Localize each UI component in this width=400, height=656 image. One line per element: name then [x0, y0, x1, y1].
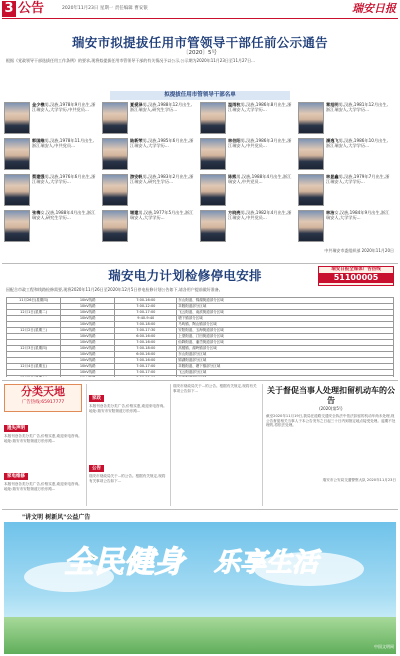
- table-cell: 7:00-18:00: [115, 346, 177, 352]
- person-name: 林伯阳: [228, 138, 241, 143]
- category-label: 家政: [89, 395, 104, 402]
- person-desc: 男,汉族,1986年10月出生,浙江瑞安人,大学学历...: [326, 138, 388, 148]
- table-cell: 7:00-16:00: [115, 340, 177, 346]
- table-cell: 塘下镇部分区域: [177, 316, 394, 322]
- person-name: 张梅: [32, 210, 41, 215]
- person-name: 潘逸飞: [326, 138, 339, 143]
- table-cell: 12月4日(星期五): [7, 364, 61, 370]
- person-card: [102, 102, 198, 136]
- section-title: 公告: [18, 1, 45, 16]
- masthead-logo: 瑞安日报: [352, 2, 396, 15]
- table-cell: 马屿镇、陶山镇部分区域: [177, 322, 394, 328]
- person-card: [102, 210, 198, 244]
- table-cell: 10kV线路: [61, 322, 115, 328]
- classifieds-col2: [86, 384, 168, 506]
- table-cell: 10kV线路: [61, 298, 115, 304]
- person-name: 方晓亮: [228, 210, 241, 215]
- table-cell: 10kV线路: [61, 334, 115, 340]
- person-card: [102, 174, 198, 208]
- notice1-number: 〔2020〕5号: [183, 50, 217, 56]
- person-name: 林洁: [326, 210, 335, 215]
- table-cell: 高楼镇、湖岭镇部分区域: [177, 346, 394, 352]
- person-desc: 男,汉族,1978年9月出生,浙江瑞安人,大学学历,中共党员...: [32, 102, 96, 112]
- person-bio: [32, 174, 98, 206]
- notice1-title: 瑞安市拟提拔任用市管领导干部任前公示通告: [71, 35, 328, 50]
- table-cell: [115, 376, 177, 378]
- table-cell: 莘塍街道、塘下镇部分区域: [177, 364, 394, 370]
- person-card: [298, 174, 394, 208]
- notice1-intro: 根据《党政领导干部选拔任用工作条例》的要求,现将拟提拔任用市管领导干部的有关情况予以公示,公示期为2020年11月23日至11月27日...: [6, 58, 255, 63]
- person-photo: [298, 102, 324, 134]
- person-photo: [102, 174, 128, 206]
- person-card: [4, 210, 100, 244]
- public-service-banner: [4, 522, 396, 654]
- person-card: [298, 102, 394, 136]
- notice3-signoff: 瑞安市公安局交通警察大队 2020年11月23日: [322, 478, 396, 482]
- notice3-number: (2020)第5号: [319, 406, 343, 411]
- table-cell: 10kV线路: [61, 340, 115, 346]
- notice1-section-label: 拟提拔任用市管领导干部名单: [110, 91, 290, 100]
- person-bio: [130, 138, 196, 170]
- person-desc: 男,汉族,1986年8月出生,浙江瑞安人,大学学历...: [228, 102, 292, 112]
- classifieds-col1: [4, 414, 82, 506]
- person-card: [4, 138, 100, 172]
- person-card: [4, 102, 100, 136]
- person-name: 温雨杭: [228, 102, 241, 107]
- table-cell: 飞云街道部分区域: [177, 370, 394, 376]
- person-card: [298, 210, 394, 244]
- person-photo: [200, 174, 226, 206]
- classified-text: 瑞安市财政局关于...的公告。根据有关规定,现将有关事项公告如下...: [89, 474, 166, 483]
- person-desc: 男,汉族,1983年2月出生,浙江瑞安人,研究生学历...: [130, 174, 194, 184]
- table-cell: 飞云街道、南滨街道部分区域: [177, 310, 394, 316]
- ad-line: 瑞安日报全媒体广告热线: [331, 267, 381, 272]
- table-cell: 10kV线路: [61, 310, 115, 316]
- table-cell: 10kV线路: [61, 364, 115, 370]
- table-cell: [61, 376, 115, 378]
- person-desc: 男,汉族,1976年6月出生,浙江瑞安人,大学学历...: [32, 174, 96, 184]
- person-photo: [298, 210, 324, 242]
- person-bio: [32, 138, 98, 170]
- person-bio: [326, 174, 392, 206]
- person-bio: [130, 210, 196, 242]
- header-rule: [2, 18, 398, 19]
- person-name: 郭国维: [32, 138, 45, 143]
- header-meta: 2020年11月23日 星期一 责任编辑 曹安银: [62, 6, 148, 11]
- person-bio: [32, 210, 98, 242]
- table-cell: 10kV线路: [61, 370, 115, 376]
- person-photo: [102, 102, 128, 134]
- person-card: [200, 102, 296, 136]
- person-desc: 男,汉族,1978年11月出生,浙江瑞安人,中共党员...: [32, 138, 94, 148]
- banner-credit: 中国文明网: [374, 644, 394, 649]
- person-photo: [200, 102, 226, 134]
- classifieds-title: 分类天地: [21, 385, 65, 398]
- divider: [2, 509, 398, 510]
- notice3: [262, 384, 396, 506]
- table-cell: 10kV线路: [61, 358, 115, 364]
- ad-phone: 51100005: [319, 273, 393, 283]
- table-cell: [7, 376, 61, 378]
- table-cell: 7:00-16:00: [115, 298, 177, 304]
- table-row: [7, 376, 394, 378]
- person-bio: [228, 174, 294, 206]
- person-desc: 男,汉族,1977年5月出生,浙江瑞安人,大学学历...: [130, 210, 194, 220]
- classifieds-col3: [170, 384, 260, 506]
- divider: [2, 263, 398, 264]
- person-name: 游安帆: [130, 174, 143, 179]
- person-photo: [102, 138, 128, 170]
- person-photo: [4, 138, 30, 170]
- table-cell: 7:00-18:00: [115, 322, 177, 328]
- outage-table-wrap: [6, 297, 394, 377]
- person-photo: [4, 174, 30, 206]
- classified-text: 本版刊登各类分类广告,价格实惠,欢迎来电咨询。地址:瑞安市安阳街道万松东路...: [4, 482, 82, 491]
- person-photo: [102, 210, 128, 242]
- person-card: [4, 174, 100, 208]
- table-cell: 10kV线路: [61, 346, 115, 352]
- person-desc: 男,汉族,1981年12月出生,浙江瑞安人,大学学历...: [326, 102, 388, 112]
- table-cell: 7:00-16:00: [115, 358, 177, 364]
- person-bio: [130, 102, 196, 134]
- table-cell: 6:00-16:00: [115, 334, 177, 340]
- person-name: 蔡建强: [32, 174, 45, 179]
- table-cell: 7:00-12:00: [115, 304, 177, 310]
- person-card: [298, 138, 394, 172]
- person-photo: [298, 138, 324, 170]
- person-bio: [326, 138, 392, 170]
- classifieds-hotline: 广告热线:65917777: [21, 400, 65, 405]
- table-cell: 10kV线路: [61, 304, 115, 310]
- table-cell: 上望街道、汀田街道部分区域: [177, 334, 394, 340]
- outage-table: [6, 297, 394, 377]
- person-bio: [326, 102, 392, 134]
- person-name: 林显鑫: [326, 174, 339, 179]
- table-cell: 7:00-17:30: [115, 328, 177, 334]
- person-name: 金少樵: [32, 102, 45, 107]
- table-cell: 7:00-17:00: [115, 370, 177, 376]
- table-cell: 10kV线路: [61, 328, 115, 334]
- notice3-title: 关于督促当事人处理扣留机动车的公告: [267, 386, 395, 405]
- person-bio: [228, 102, 294, 134]
- classified-text: 瑞安市财政局关于...的公告。根据有关规定,现将有关事项公告如下...: [173, 384, 257, 393]
- person-bio: [326, 210, 392, 242]
- person-photo: [4, 210, 30, 242]
- banner-slogan-1: 全民健身: [64, 545, 184, 580]
- table-cell: 11月26日(星期四): [7, 298, 61, 304]
- person-name: 谢建: [130, 210, 139, 215]
- ad-box: [318, 266, 394, 286]
- notice2-intro: 因配合市政工程和线路检修需要,现将2020年11月26日至2020年12月5日停电检修计划公告如下,请各用户提前做好准备。: [6, 287, 223, 292]
- banner-slogan-2: 乐享生活: [214, 548, 319, 578]
- person-desc: 女,汉族,1988年4月出生,浙江瑞安人,研究生学历...: [32, 210, 96, 220]
- classified-text: 本版刊登各类分类广告,价格实惠,欢迎来电咨询。地址:瑞安市安阳街道万松东路...: [4, 434, 82, 443]
- person-bio: [130, 174, 196, 206]
- notice3-body: 截至2020年11月19日,我局在道路交通安全执法中依法扣留的机动车尚未处理,现公告督促相关当事人于本公告发布之日起三十日内到指定地点接受处理。逾期不处理的,将依法处理。: [266, 414, 396, 428]
- table-cell: 10kV线路: [61, 316, 115, 322]
- person-photo: [4, 102, 30, 134]
- notice1-signoff: 中共瑞安市委组织部 2020年11月20日: [324, 248, 394, 253]
- table-cell: 东山街道、锦湖街道部分区域: [177, 298, 394, 304]
- table-cell: [177, 376, 394, 378]
- person-desc: 男,汉族,1985年6月出生,浙江瑞安人,大学学历...: [130, 138, 194, 148]
- table-cell: 7:00-17:00: [115, 364, 177, 370]
- table-cell: 12月3日(星期四): [7, 346, 61, 352]
- person-name: 陈熙: [228, 174, 237, 179]
- classified-text: 本版刊登各类分类广告,价格实惠,欢迎来电咨询。地址:瑞安市安阳街道万松东路...: [89, 404, 167, 413]
- person-bio: [228, 138, 294, 170]
- table-cell: 莘塍街道部分区域: [177, 304, 394, 310]
- category-label: 遗失声明: [4, 425, 28, 432]
- person-card: [200, 210, 296, 244]
- person-name: 夏爱泽: [130, 102, 143, 107]
- table-cell: 9:40-9:40: [115, 316, 177, 322]
- table-cell: 10kV线路: [61, 352, 115, 358]
- person-desc: 男,汉族,1982年4月出生,浙江瑞安人,中共党员...: [228, 210, 292, 220]
- person-photo: [200, 138, 226, 170]
- person-desc: 男,汉族,1988年4月出生,浙江瑞安人,中共党员...: [228, 174, 292, 184]
- person-card: [200, 174, 296, 208]
- notice2-title: 瑞安电力计划检修停电安排: [108, 268, 262, 283]
- person-card: [102, 138, 198, 172]
- person-desc: 女,汉族,1984年9月出生,浙江瑞安人,大学学历...: [326, 210, 390, 220]
- person-bio: [228, 210, 294, 242]
- person-desc: 男,汉族,1988年12月出生,浙江瑞安人,研究生学历...: [130, 102, 192, 112]
- table-cell: 6:00-16:00: [115, 352, 177, 358]
- page-number: 3: [2, 1, 16, 17]
- table-cell: 仙降街道、潘岱街道部分区域: [177, 340, 394, 346]
- table-cell: 安阳街道、玉海街道部分区域: [177, 328, 394, 334]
- person-bio: [32, 102, 98, 134]
- category-label: 家电维修: [4, 473, 28, 480]
- table-cell: 12月2日(星期三): [7, 328, 61, 334]
- person-card: [200, 138, 296, 172]
- person-photo: [200, 210, 226, 242]
- table-cell: 7:00-17:00: [115, 310, 177, 316]
- category-label: 公告: [89, 465, 104, 472]
- table-cell: 东山街道部分区域: [177, 352, 394, 358]
- table-cell: 12月1日(星期二): [7, 310, 61, 316]
- table-cell: 锦湖街道部分区域: [177, 358, 394, 364]
- banner-tag: "讲文明 树新风"公益广告: [22, 514, 91, 521]
- person-photo: [298, 174, 324, 206]
- person-desc: 男,汉族,1979年7月出生,浙江瑞安人,大学学历...: [326, 174, 390, 184]
- classifieds-header: [4, 384, 82, 412]
- person-desc: 男,汉族,1986年3月出生,浙江瑞安人,中共党员...: [228, 138, 292, 148]
- divider: [2, 380, 398, 381]
- person-name: 陆新荣: [130, 138, 143, 143]
- person-name: 章旭明: [326, 102, 339, 107]
